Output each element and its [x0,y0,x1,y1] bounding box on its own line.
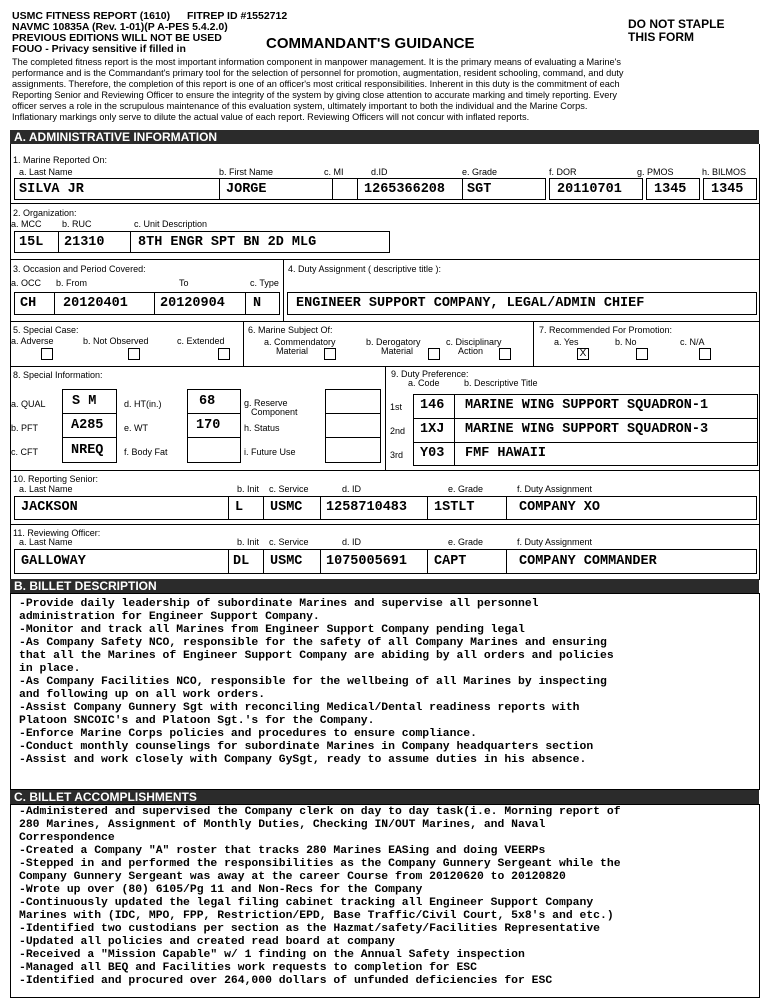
height-label: d. HT(in.) [124,399,162,409]
col-descriptive-title: b. Descriptive Title [464,378,538,388]
item10-label: 10. Reporting Senior: [13,474,99,484]
promotion-na-checkbox[interactable] [699,348,711,360]
last-name-value: SILVA JR [19,182,84,197]
col-bilmos: h. BILMOS [702,167,747,177]
guidance-title: COMMANDANT'S GUIDANCE [266,35,475,52]
billet-accomplishment-line: 280 Marines, Assignment of Monthly Duties, Checking IN/OUT Marines, and Naval [19,819,546,831]
col-from: b. From [56,278,88,288]
billet-description-line: -Conduct monthly counselings for subordinate Marines in Company headquarters section [19,741,594,753]
billet-description-line: -Provide daily leadership of subordinate Marines and supervise all personnel [19,598,539,610]
pref-1-code-value: 146 [420,398,445,413]
rs-col-id: d. ID [342,484,362,494]
billet-description-line: -Enforce Marine Corps policies and procedures to ensure compliance. [19,728,477,740]
col-ruc: b. RUC [62,219,92,229]
duty-assignment-value: ENGINEER SUPPORT COMPANY, LEGAL/ADMIN CHIEF [296,296,645,311]
divider [533,321,534,366]
ro-col-service: c. Service [269,537,309,547]
ro-col-grade: e. Grade [448,537,484,547]
pft-label: b. PFT [11,423,39,433]
unit-description-value: 8TH ENGR SPT BN 2D MLG [138,235,317,250]
commendatory-label-2: Material [276,346,309,356]
billet-accomplishment-line: -Administered and supervised the Company clerk on day to day task(i.e. Morning report of [19,806,621,818]
status-label: h. Status [244,423,280,433]
divider [10,259,760,260]
pref-1st-label: 1st [390,402,403,412]
id-value: 1265366208 [364,182,446,197]
col-grade: e. Grade [462,167,498,177]
rs-col-init: b. Init [237,484,260,494]
divider [10,470,760,471]
guidance-text [12,57,760,122]
guidance-line: performance and is the Commandant's primary tool for the selection of personnel for promotion, augmentation, resident schooling, command, and duty [12,67,624,78]
divider [243,321,244,366]
billet-description-line: -Assist Company Gunnery Sgt with reconciling Medical/Dental readiness reports with [19,702,580,714]
billet-accomplishment-line: Correspondence [19,832,115,844]
item1-label: 1. Marine Reported On: [13,155,108,165]
pref-1-title-value: MARINE WING SUPPORT SQUADRON-1 [465,398,709,413]
cft-label: c. CFT [11,447,38,457]
rs-col-grade: e. Grade [448,484,484,494]
divider [385,366,386,470]
commendatory-label: a. Commendatory [264,337,336,347]
col-unit-description: c. Unit Description [134,219,208,229]
ro-id-value: 1075005691 [326,554,408,569]
section-a-header: A. ADMINISTRATIVE INFORMATION [10,130,759,144]
type-field[interactable] [245,292,280,315]
dor-value: 20110701 [557,182,622,197]
billet-description-line: administration for Engineer Support Company. [19,611,320,623]
form-number: NAVMC 10835A (Rev. 1-01)(P A-PES 5.4.2.0) [12,21,228,33]
col-type: c. Type [250,278,279,288]
item11-label: 11. Reviewing Officer: [13,528,101,538]
adverse-checkbox[interactable] [41,348,53,360]
rs-col-last-name: a. Last Name [19,484,73,494]
col-id: d.ID [371,167,388,177]
ro-col-id: d. ID [342,537,362,547]
billet-description-line: -Monitor and track all Marines from Engineer Support Company pending legal [19,624,525,636]
divider [10,203,760,204]
ro-col-last-name: a. Last Name [19,537,73,547]
ro-duty-assignment-value: COMPANY COMMANDER [519,554,657,569]
fitrep-id: FITREP ID #1552712 [187,10,288,22]
billet-description-line: -Assist and work closely with Company GySgt, ready to assume duties in his absence. [19,754,587,766]
promotion-yes-checkbox[interactable]: X [577,348,589,360]
mi-field[interactable] [332,178,358,200]
derogatory-label-2: Material [381,346,414,356]
billet-accomplishment-line: -Wrote up over (80) 6105/Pg 11 and Non-Recs for the Company [19,884,423,896]
ruc-value: 21310 [64,235,105,250]
col-occ: a. OCC [11,278,42,288]
extended-checkbox[interactable] [218,348,230,360]
billet-accomplishment-line: -Received a "Mission Capable" w/ 1 finding on the Annual Safety inspection [19,949,525,961]
billet-description-line: and following up on all work orders. [19,689,266,701]
billet-accomplishment-line: -Updated all policies and created read board at company [19,936,395,948]
ro-last-name-value: GALLOWAY [21,554,86,569]
divider [10,524,760,525]
ro-grade-value: CAPT [434,554,467,569]
extended-label: c. Extended [177,336,225,346]
rs-col-duty-assignment: f. Duty Assignment [517,484,593,494]
promotion-na-label: c. N/A [680,337,705,347]
section-b-header: B. BILLET DESCRIPTION [10,579,759,593]
ro-col-duty-assignment: f. Duty Assignment [517,537,593,547]
pref-3-code-value: Y03 [420,446,445,461]
not-observed-checkbox[interactable] [128,348,140,360]
height-value: 68 [199,394,216,409]
col-dor: f. DOR [549,167,577,177]
item5-label: 5. Special Case: [13,325,79,335]
billet-description-line: that all the Marines of Engineer Support Company are abiding by all orders and policies [19,650,614,662]
guidance-line: Reporting Senior and Reviewing Officer to ensure the integrity of the system by giving close attention to accurate marking and timely reporting. Every [12,89,617,100]
disciplinary-label: c. Disciplinary [446,337,502,347]
pref-2nd-label: 2nd [390,426,406,436]
grade-value: SGT [467,182,492,197]
previous-editions-note: PREVIOUS EDITIONS WILL NOT BE USED [12,32,222,44]
billet-accomplishment-line: -Stepped in and performed the responsibilities as the Company Gunnery Sergeant while the [19,858,621,870]
ro-col-init: b. Init [237,537,260,547]
divider [10,321,760,322]
reserve-component-label: g. Reserve [244,398,288,408]
from-value: 20120401 [63,296,128,311]
future-use-label: i. Future Use [244,447,296,457]
billet-accomplishment-line: -Managed all BEQ and Facilities work requests to completion for ESC [19,962,477,974]
to-value: 20120904 [160,296,225,311]
derogatory-checkbox[interactable] [428,348,440,360]
future-use-field[interactable] [325,437,381,463]
disciplinary-label-2: Action [458,346,484,356]
item8-label: 8. Special Information: [13,370,103,380]
item6-label: 6. Marine Subject Of: [248,325,333,335]
commendatory-checkbox[interactable] [324,348,336,360]
guidance-line: officer serves a role in the scrupulous maintenance of this evaluation system, ultimately important to both the individual and the Marine Corps. [12,100,588,111]
rs-col-service: c. Service [269,484,309,494]
weight-value: 170 [196,418,221,433]
item2-label: 2. Organization: [13,208,77,218]
weight-label: e. WT [124,423,148,433]
this-form: THIS FORM [628,30,694,44]
report-title: USMC FITNESS REPORT (1610) [12,10,171,22]
col-mi: c. MI [324,167,344,177]
billet-accomplishment-line: -Identified and procured over 264,000 dollars of unfunded deficiencies for ESC [19,975,553,987]
billet-accomplishments-text [19,806,759,988]
mcc-value: 15L [19,235,44,250]
col-last-name: a. Last Name [19,167,73,177]
billet-description-line: in place. [19,663,81,675]
rs-init-field[interactable] [228,496,264,520]
rs-grade-value: 1STLT [434,500,475,515]
ro-service-value: USMC [270,554,303,569]
body-fat-label: f. Body Fat [124,447,168,457]
pmos-value: 1345 [654,182,687,197]
qual-label: a. QUAL [11,399,46,409]
rs-id-value: 1258710483 [326,500,408,515]
billet-description-line: Platoon SNCOIC's and Platoon Sgt.'s for the Company. [19,715,375,727]
promotion-no-checkbox[interactable] [636,348,648,360]
billet-accomplishment-line: -Identified two custodians per section as the Hazmat/safety/Facilities Representative [19,923,601,935]
item7-label: 7. Recommended For Promotion: [539,325,673,335]
qual-value: S M [72,394,97,409]
ro-init-value: DL [233,554,250,569]
guidance-line: Inflationary markings only serve to dilute the actual value of each report. Reviewing Officers will not concur with inflated reports. [12,111,530,122]
guidance-line: assignments. Therefore, the completion of this report is one of an officer's most critical responsibilities. Inherent in this duty is the commitment of each [12,78,620,89]
promotion-yes-label: a. Yes [554,337,579,347]
reserve-component-label-2: Component [251,407,298,417]
form-left-border [10,144,11,580]
rs-duty-assignment-value: COMPANY XO [519,500,601,515]
do-not-staple: DO NOT STAPLE [628,17,725,31]
derogatory-label: b. Derogatory [366,337,421,347]
billet-accomplishment-line: Marines with (IDC, MPO, FPP, Restriction/EPD, Base Traffic/Civil Court, 5x8's and etc.) [19,910,614,922]
section-c-header: C. BILLET ACCOMPLISHMENTS [10,790,759,804]
type-value: N [253,296,262,311]
fouo-note: FOUO - Privacy sensitive if filled in [12,43,186,55]
billet-accomplishment-line: Company Gunnery Sergeant was away at the career Course from 20120620 to 20120820 [19,871,566,883]
bilmos-value: 1345 [711,182,744,197]
item4-label: 4. Duty Assignment ( descriptive title ): [288,264,442,274]
reserve-component-field[interactable] [325,389,381,414]
billet-accomplishment-line: -Continuously updated the legal filing cabinet tracking all Engineer Support Company [19,897,594,909]
rs-last-name-value: JACKSON [21,500,78,515]
occ-value: CH [20,296,37,311]
pref-3-title-value: FMF HAWAII [465,446,547,461]
pref-2-title-value: MARINE WING SUPPORT SQUADRON-3 [465,422,709,437]
body-fat-field[interactable] [187,437,241,463]
pref-3rd-label: 3rd [390,450,404,460]
billet-description-line: -As Company Safety NCO, responsible for the safety of all Company Marines and ensuring [19,637,607,649]
form-right-border [759,144,760,580]
disciplinary-checkbox[interactable] [499,348,511,360]
billet-description-text [19,598,759,767]
col-code: a. Code [408,378,440,388]
cft-value: NREQ [71,443,104,458]
col-to: To [179,278,189,288]
billet-accomplishment-line: -Created a Company "A" roster that tracks 280 Marines EASing and doing VEERPs [19,845,546,857]
status-field[interactable] [325,413,381,438]
item3-label: 3. Occasion and Period Covered: [13,264,146,274]
rs-init-value: L [235,500,244,515]
adverse-label: a. Adverse [11,336,54,346]
first-name-value: JORGE [226,182,267,197]
not-observed-label: b. Not Observed [83,336,149,346]
col-first-name: b. First Name [219,167,274,177]
col-pmos: g. PMOS [637,167,674,177]
billet-description-line: -As Company Facilities NCO, responsible for the wellbeing of all Marines by inspecting [19,676,607,688]
divider [283,259,284,321]
col-mcc: a. MCC [11,219,42,229]
guidance-line: The completed fitness report is the most important information component in manpower management. It is the primary means of evaluating a Marine's [12,57,621,67]
rs-service-value: USMC [270,500,303,515]
pft-value: A285 [71,418,104,433]
pref-2-code-value: 1XJ [420,422,445,437]
item9-label: 9. Duty Preference: [391,369,469,379]
promotion-no-label: b. No [615,337,637,347]
